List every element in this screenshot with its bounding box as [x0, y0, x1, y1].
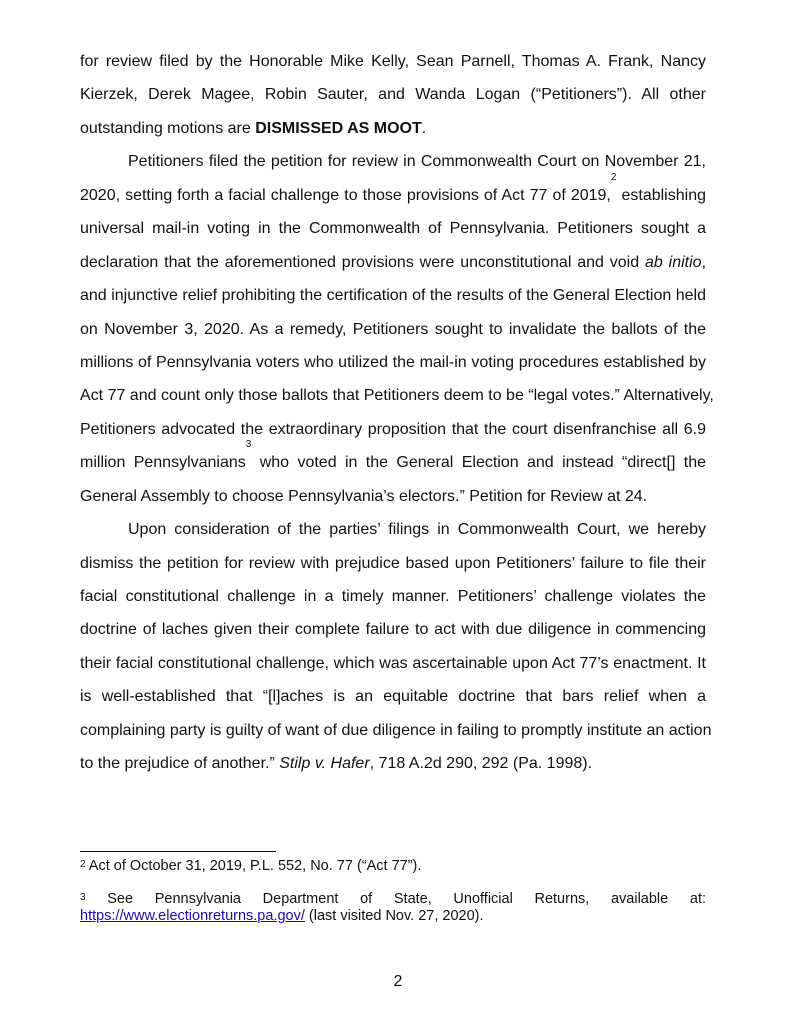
election-returns-link[interactable]: https://www.electionreturns.pa.gov/	[80, 908, 305, 924]
text-line	[80, 747, 706, 780]
text-segment: Petitioners filed the petition for review in Commonwealth Court on November 21,	[128, 153, 706, 171]
text-line	[80, 613, 706, 646]
text-line	[80, 78, 706, 111]
text-segment: Act 77 and count only those ballots that Petitioners deem to be “legal votes.” Alternatively,	[80, 387, 714, 405]
text-line	[80, 246, 706, 279]
text-line	[80, 112, 706, 145]
text-segment: Petitioners advocated the extraordinary proposition that the court disenfranchise all 6.9	[80, 420, 706, 438]
italic-text: Stilp v. Hafer	[279, 755, 370, 773]
text-segment: declaration that the aforementioned provisions were unconstitutional and void	[80, 253, 645, 271]
text-line	[80, 212, 706, 245]
text-segment: Kierzek, Derek Magee, Robin Sauter, and Wanda Logan (“Petitioners”). All other	[80, 86, 706, 104]
text-segment: , 718 A.2d 290, 292 (Pa. 1998).	[369, 755, 593, 773]
text-segment: and injunctive relief prohibiting the certification of the results of the General Election held	[80, 287, 706, 305]
text-segment: dismiss the petition for review with prejudice based upon Petitioners’ failure to file their	[80, 554, 706, 572]
footnote-reference: 2	[610, 171, 617, 183]
text-line	[80, 439, 707, 479]
text-segment: facial constitutional challenge in a timely manner. Petitioners’ challenge violates the	[80, 588, 706, 605]
text-segment: .	[421, 119, 427, 137]
text-segment: outstanding motions are	[80, 119, 256, 137]
body-text	[80, 45, 714, 781]
footnote-text: Act of October 31, 2019, P.L. 552, No. 77 (“Act 77”).	[88, 858, 422, 874]
text-line	[80, 480, 706, 513]
text-line	[80, 313, 706, 346]
text-segment: to the prejudice of another.”	[80, 755, 280, 773]
text-segment: establishing	[616, 186, 706, 204]
footnote-mark: 3	[80, 892, 86, 903]
footnote-3	[80, 891, 706, 925]
text-segment: for review filed by the Honorable Mike Kelly, Sean Parnell, Thomas A. Frank, Nancy	[80, 53, 706, 70]
footnote-mark: 2	[80, 859, 86, 870]
text-segment: their facial constitutional challenge, which was ascertainable upon Act 77’s enactment. It	[80, 654, 706, 672]
text-segment: on November 3, 2020. As a remedy, Petitioners sought to invalidate the ballots of the	[80, 320, 706, 338]
text-segment: ,	[701, 253, 707, 271]
text-line	[80, 714, 712, 747]
text-segment: million Pennsylvanians	[80, 454, 246, 472]
text-segment: 2020, setting forth a facial challenge to those provisions of Act 77 of 2019,	[80, 186, 611, 204]
footnote-separator	[80, 851, 276, 852]
text-line	[80, 379, 714, 412]
text-line	[80, 547, 706, 580]
footnote-text: See Pennsylvania Department of State, Unofficial Returns, available at:	[107, 891, 707, 907]
text-segment: who voted in the General Election and instead “direct[] the	[251, 454, 707, 472]
footnote-reference: 3	[245, 439, 252, 451]
text-line	[80, 580, 706, 613]
text-line	[80, 279, 706, 312]
text-segment: Upon consideration of the parties’ filings in Commonwealth Court, we hereby	[128, 521, 706, 539]
text-line	[80, 45, 706, 78]
italic-text: ab initio	[645, 253, 702, 271]
bold-text: DISMISSED AS MOOT	[255, 119, 422, 137]
text-line	[80, 413, 706, 446]
text-line	[80, 346, 706, 379]
text-line	[80, 171, 706, 212]
text-segment: General Assembly to choose Pennsylvania’s electors.” Petition for Review at 24.	[80, 487, 648, 505]
footnote-line	[80, 891, 706, 908]
text-segment: complaining party is guilty of want of due diligence in failing to promptly institute an action	[80, 721, 712, 739]
text-line	[80, 513, 706, 546]
text-segment: is well-established that “[l]aches is an equitable doctrine that bars relief when a	[80, 688, 706, 706]
text-segment: universal mail-in voting in the Commonwealth of Pennsylvania. Petitioners sought a	[80, 220, 706, 238]
text-segment: millions of Pennsylvania voters who utilized the mail-in voting procedures established by	[80, 353, 706, 371]
text-segment: doctrine of laches given their complete failure to act with due diligence in commencing	[80, 621, 706, 639]
footnote-2	[80, 858, 706, 875]
footnote-text-after: (last visited Nov. 27, 2020).	[304, 908, 484, 924]
text-line	[80, 647, 706, 680]
text-line	[80, 680, 706, 713]
page-number: 2	[393, 973, 403, 990]
